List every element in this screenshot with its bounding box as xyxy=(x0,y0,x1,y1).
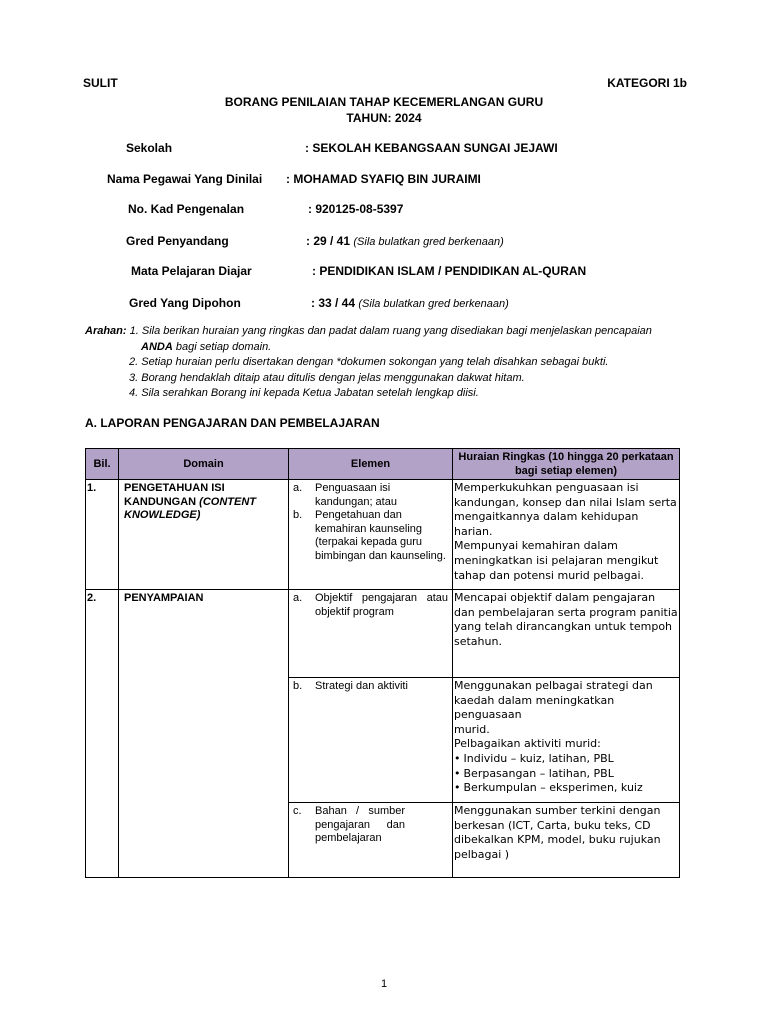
assessment-table xyxy=(85,448,680,878)
row1-elemen xyxy=(289,480,453,590)
row1-domain-italic: (CONTENT KNOWLEDGE) xyxy=(124,495,256,521)
item-marker: b. xyxy=(293,509,303,521)
element-text: Objektif pengajaran atau objektif program xyxy=(315,592,448,618)
row2a-huraian[interactable] xyxy=(453,590,680,678)
list-item xyxy=(293,482,448,509)
list-item: • Berpasangan – latihan, PBL xyxy=(454,767,678,782)
instruction-1-bold: ANDA xyxy=(141,340,173,353)
row2c-elemen xyxy=(289,803,453,878)
item-marker: a. xyxy=(293,482,303,494)
table-row xyxy=(86,480,680,590)
row2-domain: PENYAMPAIAN xyxy=(119,590,289,878)
list-item xyxy=(293,592,448,619)
row1-domain-main: PENGETAHUAN ISI KANDUNGAN xyxy=(124,482,225,508)
gred-penyandang-value: : 29 / 41 xyxy=(306,234,351,248)
gred-dipohon-note: (Sila bulatkan gred berkenaan) xyxy=(358,298,509,310)
row2b-elemen xyxy=(289,678,453,803)
row2c-huraian[interactable] xyxy=(453,803,680,878)
list-item xyxy=(293,805,448,846)
field-label-gred-penyandang: Gred Penyandang xyxy=(126,234,229,248)
description-text: setahun. xyxy=(454,634,502,648)
list-item xyxy=(293,509,448,563)
row1-bil: 1. xyxy=(86,480,119,590)
field-label-sekolah: Sekolah xyxy=(126,141,173,155)
row2b-huraian[interactable] xyxy=(453,678,680,803)
item-marker: c. xyxy=(293,805,302,817)
element-text: Penguasaan isi kandungan; atau xyxy=(315,482,397,508)
header-elemen: Elemen xyxy=(289,449,453,480)
page-number: 1 xyxy=(380,978,388,990)
table-header-row xyxy=(86,449,680,480)
activity-list xyxy=(454,752,678,796)
gred-dipohon-value: : 33 / 44 xyxy=(311,296,356,310)
form-title: BORANG PENILAIAN TAHAP KECEMERLANGAN GURU xyxy=(224,95,544,109)
row1-domain xyxy=(119,480,289,590)
element-text: Strategi dan aktiviti xyxy=(315,680,408,692)
section-title: A. LAPORAN PENGAJARAN DAN PEMBELAJARAN xyxy=(85,416,380,430)
field-label-gred-dipohon: Gred Yang Dipohon xyxy=(129,296,241,310)
header-huraian: Huraian Ringkas (10 hingga 20 perkataan bagi setiap elemen) xyxy=(453,449,680,480)
description-text: Mencapai objektif dalam pengajaran dan pembelajaran serta program panitia yang telah dirancangkan untuk tempoh xyxy=(454,591,678,634)
item-marker: b. xyxy=(293,680,303,692)
instructions xyxy=(85,324,652,402)
instructions-label: Arahan: xyxy=(85,325,127,337)
instruction-1: 1. Sila berikan huraian yang ringkas dan padat dalam ruang yang disediakan bagi menjelaskan pencapaian xyxy=(129,325,652,337)
field-value-gred-penyandang xyxy=(306,234,504,248)
description-text: Mempunyai kemahiran dalam meningkatkan isi pelajaran mengikut tahap dan potensi murid pelbagai. xyxy=(454,539,659,582)
row1-huraian[interactable] xyxy=(453,480,680,590)
sulit-label: SULIT xyxy=(83,76,118,90)
row2a-elemen xyxy=(289,590,453,678)
instruction-2: 2. Setiap huraian perlu disertakan dengan *dokumen sokongan yang telah disahkan sebagai bukti. xyxy=(129,356,609,369)
field-label-nama: Nama Pegawai Yang Dinilai xyxy=(107,172,263,186)
field-value-mata-pelajaran: : PENDIDIKAN ISLAM / PENDIDIKAN AL-QURAN xyxy=(312,264,587,278)
description-text: Menggunakan pelbagai strategi dan kaedah dalam meningkatkan penguasaan xyxy=(454,679,653,722)
form-year: TAHUN: 2024 xyxy=(346,111,422,125)
field-value-gred-dipohon xyxy=(311,296,509,310)
list-item xyxy=(293,680,448,694)
field-value-sekolah: : SEKOLAH KEBANGSAAN SUNGAI JEJAWI xyxy=(305,141,558,155)
description-text: Menggunakan sumber terkini dengan berkesan (ICT, Carta, buku teks, CD dibekalkan KPM, model, buku rujukan pelbagai ) xyxy=(454,804,661,861)
field-value-nama: : MOHAMAD SYAFIQ BIN JURAIMI xyxy=(286,172,481,186)
field-label-mata-pelajaran: Mata Pelajaran Diajar xyxy=(131,264,252,278)
instruction-4: 4. Sila serahkan Borang ini kepada Ketua Jabatan setelah lengkap diisi. xyxy=(129,387,479,400)
field-value-kad: : 920125-08-5397 xyxy=(308,202,404,216)
field-label-kad: No. Kad Pengenalan xyxy=(128,202,245,216)
table-row xyxy=(86,590,680,678)
row2-bil: 2. xyxy=(86,590,119,878)
instruction-3: 3. Borang hendaklah ditaip atau ditulis dengan jelas menggunakan dakwat hitam. xyxy=(129,371,525,384)
list-item: • Berkumpulan – eksperimen, kuiz xyxy=(454,781,678,796)
list-item: • Individu – kuiz, latihan, PBL xyxy=(454,752,678,767)
kategori-label: KATEGORI 1b xyxy=(607,76,687,90)
description-text: Pelbagaikan aktiviti murid: xyxy=(454,737,601,751)
description-text: Memperkukuhkan penguasaan isi kandungan, konsep dan nilai Islam serta mengaitkannya dalam kehidupan harian. xyxy=(454,481,677,538)
header-domain: Domain xyxy=(119,449,289,480)
element-text: Bahan / sumber pengajaran dan pembelajaran xyxy=(315,805,405,844)
item-marker: a. xyxy=(293,592,303,604)
element-text: Pengetahuan dan kemahiran kaunseling (terpakai kepada guru bimbingan dan kaunseling. xyxy=(315,509,446,562)
gred-penyandang-note: (Sila bulatkan gred berkenaan) xyxy=(353,236,504,248)
header-bil: Bil. xyxy=(86,449,119,480)
description-text: murid. xyxy=(454,722,490,736)
instruction-1-rest: bagi setiap domain. xyxy=(175,340,272,353)
